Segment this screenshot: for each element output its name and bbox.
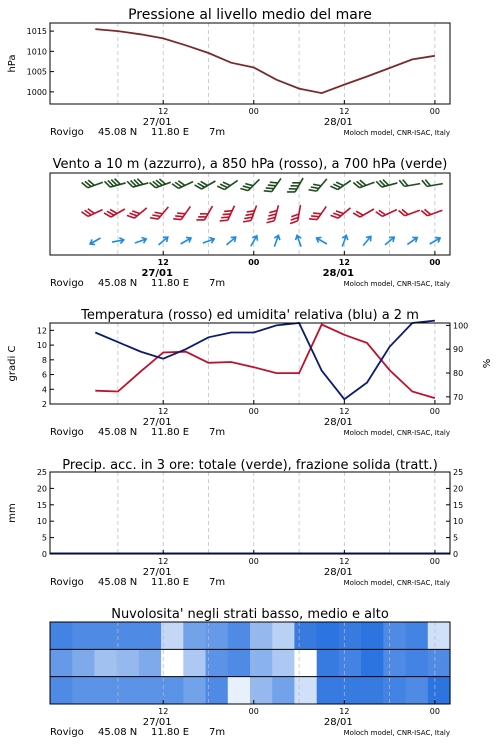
x-tick-label: 12 <box>158 107 168 116</box>
cloud-cell-alto <box>139 622 162 649</box>
x-date-label: 27/01 <box>143 417 172 428</box>
cloud-cell-alto <box>72 622 95 649</box>
y-axis-label-left: gradi C <box>7 346 18 382</box>
x-tick-label: 12 <box>339 707 349 716</box>
wind-barb-10m <box>272 234 282 247</box>
cloud-cell-alto <box>50 622 73 649</box>
wind-barb-700 <box>264 174 281 194</box>
model-credit: Moloch model, CNR-ISAC, Italy <box>344 729 450 737</box>
wind-barb-700 <box>104 176 125 188</box>
x-tick-label: 00 <box>430 557 440 566</box>
location-elev: 7m <box>209 577 225 588</box>
wind-barb-850 <box>220 203 235 224</box>
cloud-cell-basso <box>428 677 451 704</box>
chart-title-clouds: Nuvolosita' negli strati basso, medio e alto <box>111 607 389 622</box>
cloud-cell-basso <box>317 677 340 704</box>
location-lon: 11.80 E <box>151 577 189 588</box>
y-tick-label: 8 <box>42 356 47 365</box>
location-lat: 45.08 N <box>98 278 137 289</box>
y-tick-label-right: 0 <box>453 550 458 559</box>
x-tick-label: 00 <box>249 407 259 416</box>
wind-barb-10m <box>406 235 419 247</box>
x-tick-label: 12 <box>158 258 169 267</box>
y-tick-label-right: 10 <box>453 517 463 526</box>
cloud-cell-medio <box>183 649 206 676</box>
y-tick-label: 1010 <box>27 47 47 56</box>
model-credit: Moloch model, CNR-ISAC, Italy <box>344 129 450 137</box>
cloud-cell-alto <box>117 622 140 649</box>
cloud-cell-medio <box>206 649 229 676</box>
x-tick-label: 00 <box>430 407 440 416</box>
cloud-cell-basso <box>272 677 295 704</box>
x-tick-label: 12 <box>158 707 168 716</box>
cloud-cell-medio <box>383 649 406 676</box>
cloud-cell-basso <box>183 677 206 704</box>
location-name: Rovigo <box>50 127 84 138</box>
chart-title-precip: Precip. acc. in 3 ore: totale (verde), frazione solida (tratt.) <box>62 458 438 473</box>
cloud-cell-medio <box>228 649 251 676</box>
x-tick-label: 00 <box>249 107 259 116</box>
wind-barb-700 <box>150 176 171 189</box>
wind-barb-10m <box>134 236 147 246</box>
cloud-cell-alto <box>161 622 184 649</box>
location-elev: 7m <box>209 278 225 289</box>
x-tick-label: 00 <box>249 707 259 716</box>
cloud-cell-alto <box>272 622 295 649</box>
cloud-cell-medio <box>294 649 317 676</box>
wind-barb-850 <box>127 202 147 220</box>
model-credit: Moloch model, CNR-ISAC, Italy <box>344 579 450 587</box>
cloud-cell-alto <box>339 622 362 649</box>
cloud-cell-basso <box>72 677 95 704</box>
wind-barb-10m <box>315 235 328 246</box>
location-name: Rovigo <box>50 427 84 438</box>
y-tick-label-right: 5 <box>453 534 458 543</box>
pressure-line <box>95 29 435 93</box>
y-tick-label: 12 <box>37 326 47 335</box>
cloud-cell-alto <box>428 622 451 649</box>
cloud-cell-basso <box>339 677 362 704</box>
y-tick-label: 1015 <box>27 27 47 36</box>
cloud-cell-medio <box>72 649 95 676</box>
chart-title-temp: Temperatura (rosso) ed umidita' relativa (blu) a 2 m <box>80 308 419 323</box>
wind-barb-700 <box>127 176 148 188</box>
cloud-cell-alto <box>361 622 384 649</box>
wind-barb-700 <box>376 176 397 188</box>
x-date-label: 28/01 <box>324 417 353 428</box>
cloud-cell-basso <box>117 677 140 704</box>
y-axis-label: mm <box>7 503 18 522</box>
wind-barb-10m <box>179 235 192 246</box>
temperature-line <box>95 325 435 399</box>
wind-barb-700 <box>240 174 259 193</box>
x-date-label: 28/01 <box>324 567 353 578</box>
cloud-cell-medio <box>94 649 117 676</box>
cloud-cell-medio <box>117 649 140 676</box>
cloud-cell-alto <box>406 622 429 649</box>
wind-barb-700 <box>399 177 420 187</box>
wind-barb-700 <box>309 174 327 194</box>
location-lon: 11.80 E <box>151 427 189 438</box>
cloud-cell-alto <box>94 622 117 649</box>
y-tick-label: 25 <box>37 468 47 477</box>
location-elev: 7m <box>209 427 225 438</box>
chart-title-wind: Vento a 10 m (azzurro), a 850 hPa (rosso), a 700 hPa (verde) <box>53 157 448 172</box>
cloud-cell-basso <box>406 677 429 704</box>
cloud-cell-medio <box>361 649 384 676</box>
cloud-cell-medio <box>406 649 429 676</box>
x-date-label: 28/01 <box>324 717 353 728</box>
x-tick-label: 12 <box>339 557 349 566</box>
wind-barb-700 <box>330 175 350 192</box>
y-tick-label: 2 <box>42 400 47 409</box>
wind-barb-850 <box>267 203 279 224</box>
cloud-cell-medio <box>339 649 362 676</box>
y-tick-label: 4 <box>42 385 47 394</box>
location-name: Rovigo <box>50 727 84 738</box>
pressure-plot-frame <box>50 23 450 104</box>
cloud-cell-basso <box>383 677 406 704</box>
cloud-cell-basso <box>361 677 384 704</box>
cloud-cell-alto <box>383 622 406 649</box>
cloud-cell-alto <box>183 622 206 649</box>
x-tick-label: 00 <box>430 107 440 116</box>
cloud-cell-basso <box>94 677 117 704</box>
cloud-cell-medio <box>317 649 340 676</box>
location-lon: 11.80 E <box>151 127 189 138</box>
wind-barb-850 <box>81 203 102 218</box>
wind-barb-850 <box>331 202 351 220</box>
x-tick-label: 12 <box>339 258 350 267</box>
wind-barb-850 <box>104 203 125 219</box>
wind-barb-850 <box>399 204 420 217</box>
wind-barb-700 <box>82 176 103 189</box>
x-tick-label: 00 <box>249 557 259 566</box>
cloud-cell-basso <box>161 677 184 704</box>
cloud-cell-basso <box>206 677 229 704</box>
humidity-line <box>95 321 435 400</box>
location-lon: 11.80 E <box>151 727 189 738</box>
cloud-cell-alto <box>250 622 273 649</box>
y-tick-label-right: 20 <box>453 484 463 493</box>
cloud-cell-alto <box>228 622 251 649</box>
location-lat: 45.08 N <box>98 727 137 738</box>
cloud-cell-basso <box>294 677 317 704</box>
x-date-label: 27/01 <box>143 117 172 128</box>
x-tick-label: 12 <box>339 407 349 416</box>
cloud-cell-basso <box>139 677 162 704</box>
y-tick-label: 6 <box>42 371 47 380</box>
wind-barb-700 <box>353 176 374 189</box>
x-tick-label: 12 <box>158 557 168 566</box>
wind-barb-850 <box>173 202 190 222</box>
location-name: Rovigo <box>50 577 84 588</box>
y-tick-label-right: 15 <box>453 501 463 510</box>
y-axis-label: hPa <box>7 54 18 72</box>
location-elev: 7m <box>209 727 225 738</box>
y-tick-label: 5 <box>42 534 47 543</box>
wind-barb-10m <box>89 235 102 246</box>
location-lat: 45.08 N <box>98 427 137 438</box>
wind-barb-850 <box>353 203 374 219</box>
y-tick-label: 0 <box>42 550 47 559</box>
x-tick-label: 00 <box>429 258 441 267</box>
wind-barb-850 <box>376 203 397 218</box>
chart-title-pressure: Pressione al livello medio del mare <box>128 7 372 23</box>
y-tick-label: 10 <box>37 341 47 350</box>
wind-barb-700 <box>195 175 216 191</box>
location-lat: 45.08 N <box>98 127 137 138</box>
cloud-cell-medio <box>50 649 73 676</box>
wind-barb-700 <box>217 175 237 192</box>
model-credit: Moloch model, CNR-ISAC, Italy <box>344 429 450 437</box>
y-axis-label-right: % <box>482 359 493 369</box>
cloud-cell-basso <box>250 677 273 704</box>
cloud-cell-alto <box>294 622 317 649</box>
cloud-cell-medio <box>161 649 184 676</box>
x-date-label: 27/01 <box>143 567 172 578</box>
y-tick-label-right: 100 <box>453 321 468 330</box>
y-tick-label: 20 <box>37 484 47 493</box>
cloud-cell-medio <box>139 649 162 676</box>
y-tick-label-right: 90 <box>453 345 463 354</box>
wind-barb-850 <box>421 204 442 217</box>
x-date-label: 28/01 <box>324 117 353 128</box>
y-tick-label-right: 25 <box>453 468 463 477</box>
x-tick-label: 12 <box>158 407 168 416</box>
y-tick-label-right: 80 <box>453 369 463 378</box>
cloud-cell-medio <box>272 649 295 676</box>
y-tick-label: 1005 <box>27 68 47 77</box>
y-tick-label: 10 <box>37 517 47 526</box>
y-tick-label: 1000 <box>27 88 47 97</box>
location-name: Rovigo <box>50 278 84 289</box>
wind-barb-10m <box>225 235 238 247</box>
x-tick-label: 00 <box>248 258 260 267</box>
x-tick-label: 00 <box>430 707 440 716</box>
x-date-label: 27/01 <box>143 717 172 728</box>
y-tick-label-right: 70 <box>453 393 463 402</box>
cloud-cell-basso <box>228 677 251 704</box>
wind-barb-850 <box>150 202 168 222</box>
y-tick-label: 15 <box>37 501 47 510</box>
cloud-cell-medio <box>428 649 451 676</box>
wind-barb-700 <box>287 175 303 196</box>
location-lat: 45.08 N <box>98 577 137 588</box>
precip-plot-frame <box>50 472 450 554</box>
x-date-label: 27/01 <box>141 268 173 279</box>
x-tick-label: 12 <box>339 107 349 116</box>
x-date-label: 28/01 <box>323 268 355 279</box>
cloud-cell-basso <box>50 677 73 704</box>
cloud-cell-alto <box>206 622 229 649</box>
wind-barb-850 <box>243 203 256 224</box>
location-lon: 11.80 E <box>151 278 189 289</box>
cloud-cell-alto <box>317 622 340 649</box>
wind-barb-10m <box>361 234 373 247</box>
wind-barb-850 <box>290 204 300 225</box>
wind-barb-700 <box>172 175 193 190</box>
model-credit: Moloch model, CNR-ISAC, Italy <box>344 280 450 288</box>
cloud-cell-medio <box>250 649 273 676</box>
wind-barb-850 <box>309 202 326 222</box>
location-elev: 7m <box>209 127 225 138</box>
wind-barb-700 <box>422 177 443 187</box>
wind-barb-850 <box>196 203 212 224</box>
